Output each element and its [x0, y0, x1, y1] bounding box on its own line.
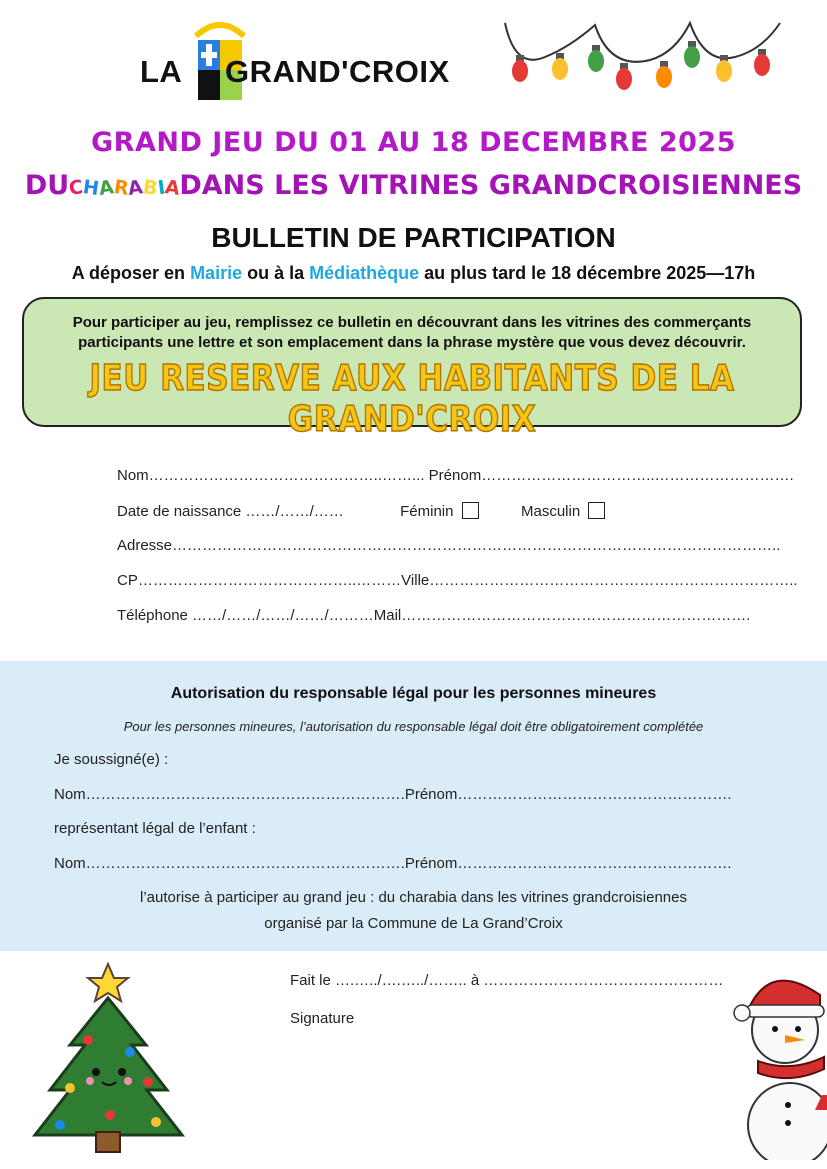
christmas-tree-icon: [30, 960, 190, 1155]
logo: [140, 18, 450, 104]
reserved-notice: JEU RESERVE AUX HABITANTS DE LA GRAND'CROIX: [89, 357, 735, 441]
field-signature[interactable]: Signature: [290, 1010, 355, 1027]
info-box: [22, 297, 802, 441]
field-naissance-genre: [117, 502, 727, 537]
checkbox-feminin[interactable]: [462, 502, 479, 519]
charabia-letter: I: [156, 176, 167, 200]
checkbox-masculin[interactable]: [588, 502, 605, 519]
field-cp-ville[interactable]: CP……………………………………..………Ville………………………………………………………………..: [117, 572, 798, 589]
charabia-letter: A: [97, 176, 116, 200]
authorization-subtitle: Pour les personnes mineures, l’autorisation du responsable légal doit être obligatoirement complétée: [123, 719, 704, 734]
field-representant: représentant légal de l’enfant :: [54, 820, 256, 837]
deposit-mairie: Mairie: [190, 263, 243, 283]
field-nom-prenom[interactable]: Nom………………………………………..……... Prénom……………………………..……………………….: [117, 467, 794, 484]
info-text: Pour participer au jeu, remplissez ce bulletin en découvrant dans les vitrines des commerçants participants une lettre et son emplacement dans la phrase mystère que vous devez découvrir.: [72, 314, 752, 351]
logo-la: LA: [140, 54, 183, 89]
authorization-statement-1: l’autorise à participer au grand jeu : du charabia dans les vitrines grandcroisiennes: [140, 889, 687, 906]
event-subtitle: [0, 170, 827, 201]
authorization-title: Autorisation du responsable légal pour les personnes mineures: [170, 685, 657, 702]
charabia-letter: H: [81, 176, 101, 200]
label-feminin: Féminin: [400, 503, 454, 520]
charabia-letter: B: [141, 176, 160, 200]
field-adresse[interactable]: Adresse…………………………………………………………………………………………………………..: [117, 537, 781, 554]
field-naissance[interactable]: Date de naissance ……/……/……: [117, 503, 344, 520]
christmas-lights-icon: [500, 15, 785, 105]
logo-grandcroix: GRAND'CROIX: [225, 54, 450, 89]
charabia-letter: R: [112, 176, 130, 200]
charabia-word: [69, 170, 179, 201]
authorization-box: [0, 661, 827, 951]
deposit-text-3: au plus tard le 18 décembre 2025—17h: [419, 263, 756, 283]
field-fait-le[interactable]: Fait le ….…../….…../…….. à …………………………………………: [290, 972, 724, 989]
event-title: GRAND JEU DU 01 AU 18 DECEMBRE 2025: [91, 127, 736, 158]
label-masculin: Masculin: [520, 503, 581, 520]
subtitle-suffix: DANS LES VITRINES GRANDCROISIENNES: [179, 170, 803, 201]
subtitle-prefix: DU: [24, 170, 70, 201]
snowman-icon: [730, 965, 827, 1160]
participant-form: [117, 467, 798, 642]
charabia-letter: C: [67, 176, 85, 200]
deposit-text-1: A déposer en: [71, 263, 191, 283]
deposit-mediatheque: Médiathèque: [309, 263, 420, 283]
bulletin-title: BULLETIN DE PARTICIPATION: [211, 222, 616, 253]
deposit-text-2: ou à la: [242, 263, 310, 283]
deposit-instructions: [0, 263, 827, 284]
charabia-letter: A: [126, 176, 145, 200]
charabia-letter: A: [163, 176, 181, 200]
field-soussigne: Je soussigné(e) :: [54, 751, 169, 768]
field-enfant-nom-prenom[interactable]: Nom……………………………………………………….Prénom……………………………………………….: [54, 855, 732, 872]
field-telephone-mail[interactable]: Téléphone ……/……/……/……/………Mail…………………………………………………………….: [117, 607, 751, 624]
authorization-statement-2: organisé par la Commune de La Grand’Croix: [264, 915, 563, 932]
field-tuteur-nom-prenom[interactable]: Nom……………………………………………………….Prénom……………………………………………….: [54, 786, 732, 803]
